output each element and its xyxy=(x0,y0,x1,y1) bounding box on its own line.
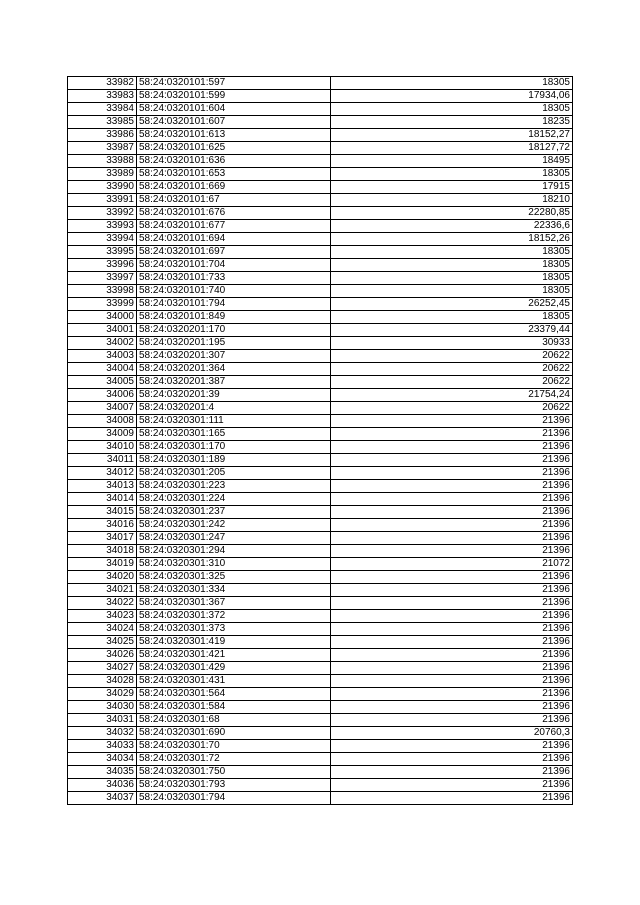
table-row xyxy=(68,675,573,688)
value-cell: 18127,72 xyxy=(331,142,573,155)
cadastral-number-cell: 58:24:0320301:794 xyxy=(137,792,331,805)
value-cell: 22336,6 xyxy=(331,220,573,233)
value-cell: 18305 xyxy=(331,246,573,259)
table-row xyxy=(68,194,573,207)
table-row xyxy=(68,142,573,155)
value-cell: 21396 xyxy=(331,506,573,519)
row-number-cell: 33983 xyxy=(68,90,137,103)
row-number-cell: 34037 xyxy=(68,792,137,805)
row-number-cell: 34034 xyxy=(68,753,137,766)
row-number-cell: 34024 xyxy=(68,623,137,636)
value-cell: 21396 xyxy=(331,740,573,753)
table-row xyxy=(68,168,573,181)
cadastral-number-cell: 58:24:0320201:39 xyxy=(137,389,331,402)
value-cell: 21396 xyxy=(331,701,573,714)
value-cell: 17915 xyxy=(331,181,573,194)
value-cell: 18305 xyxy=(331,259,573,272)
value-cell: 26252,45 xyxy=(331,298,573,311)
table-row xyxy=(68,701,573,714)
table-row xyxy=(68,636,573,649)
cadastral-number-cell: 58:24:0320301:70 xyxy=(137,740,331,753)
table-row xyxy=(68,571,573,584)
cadastral-number-cell: 58:24:0320101:67 xyxy=(137,194,331,207)
cadastral-number-cell: 58:24:0320301:429 xyxy=(137,662,331,675)
table-row xyxy=(68,649,573,662)
table-row xyxy=(68,688,573,701)
value-cell: 18305 xyxy=(331,103,573,116)
row-number-cell: 33986 xyxy=(68,129,137,142)
value-cell: 21396 xyxy=(331,519,573,532)
cadastral-number-cell: 58:24:0320301:690 xyxy=(137,727,331,740)
table-row xyxy=(68,220,573,233)
cadastral-table xyxy=(67,76,573,805)
table-row xyxy=(68,428,573,441)
cadastral-number-cell: 58:24:0320301:68 xyxy=(137,714,331,727)
row-number-cell: 33994 xyxy=(68,233,137,246)
cadastral-number-cell: 58:24:0320301:72 xyxy=(137,753,331,766)
row-number-cell: 34011 xyxy=(68,454,137,467)
value-cell: 21396 xyxy=(331,428,573,441)
cadastral-number-cell: 58:24:0320301:419 xyxy=(137,636,331,649)
row-number-cell: 34005 xyxy=(68,376,137,389)
cadastral-number-cell: 58:24:0320301:294 xyxy=(137,545,331,558)
table-row xyxy=(68,363,573,376)
cadastral-number-cell: 58:24:0320201:387 xyxy=(137,376,331,389)
table-row xyxy=(68,155,573,168)
value-cell: 21072 xyxy=(331,558,573,571)
cadastral-number-cell: 58:24:0320301:793 xyxy=(137,779,331,792)
table-row xyxy=(68,207,573,220)
cadastral-number-cell: 58:24:0320101:676 xyxy=(137,207,331,220)
table-row xyxy=(68,623,573,636)
cadastral-number-cell: 58:24:0320201:364 xyxy=(137,363,331,376)
value-cell: 21396 xyxy=(331,415,573,428)
row-number-cell: 34028 xyxy=(68,675,137,688)
cadastral-number-cell: 58:24:0320201:170 xyxy=(137,324,331,337)
table-row xyxy=(68,402,573,415)
row-number-cell: 34003 xyxy=(68,350,137,363)
value-cell: 22280,85 xyxy=(331,207,573,220)
value-cell: 21396 xyxy=(331,688,573,701)
cadastral-number-cell: 58:24:0320301:325 xyxy=(137,571,331,584)
row-number-cell: 33988 xyxy=(68,155,137,168)
row-number-cell: 34019 xyxy=(68,558,137,571)
table-row xyxy=(68,181,573,194)
value-cell: 18305 xyxy=(331,168,573,181)
value-cell: 18152,27 xyxy=(331,129,573,142)
table-row xyxy=(68,545,573,558)
row-number-cell: 33995 xyxy=(68,246,137,259)
cadastral-number-cell: 58:24:0320301:170 xyxy=(137,441,331,454)
table-row xyxy=(68,233,573,246)
cadastral-number-cell: 58:24:0320101:597 xyxy=(137,77,331,90)
value-cell: 18152,26 xyxy=(331,233,573,246)
table-row xyxy=(68,415,573,428)
table-row xyxy=(68,116,573,129)
row-number-cell: 34000 xyxy=(68,311,137,324)
row-number-cell: 34032 xyxy=(68,727,137,740)
table-row xyxy=(68,103,573,116)
row-number-cell: 34015 xyxy=(68,506,137,519)
cadastral-number-cell: 58:24:0320101:613 xyxy=(137,129,331,142)
cadastral-number-cell: 58:24:0320101:604 xyxy=(137,103,331,116)
value-cell: 18210 xyxy=(331,194,573,207)
value-cell: 20622 xyxy=(331,402,573,415)
row-number-cell: 33992 xyxy=(68,207,137,220)
cadastral-number-cell: 58:24:0320301:334 xyxy=(137,584,331,597)
row-number-cell: 33998 xyxy=(68,285,137,298)
row-number-cell: 33984 xyxy=(68,103,137,116)
cadastral-number-cell: 58:24:0320301:242 xyxy=(137,519,331,532)
row-number-cell: 34035 xyxy=(68,766,137,779)
value-cell: 21396 xyxy=(331,623,573,636)
row-number-cell: 33999 xyxy=(68,298,137,311)
value-cell: 21396 xyxy=(331,571,573,584)
table-row xyxy=(68,376,573,389)
table-row xyxy=(68,597,573,610)
table-row xyxy=(68,337,573,350)
cadastral-number-cell: 58:24:0320101:636 xyxy=(137,155,331,168)
value-cell: 21396 xyxy=(331,467,573,480)
value-cell: 21396 xyxy=(331,662,573,675)
cadastral-number-cell: 58:24:0320301:247 xyxy=(137,532,331,545)
value-cell: 18305 xyxy=(331,77,573,90)
table-row xyxy=(68,610,573,623)
value-cell: 21754,24 xyxy=(331,389,573,402)
value-cell: 18495 xyxy=(331,155,573,168)
row-number-cell: 33993 xyxy=(68,220,137,233)
table-row xyxy=(68,324,573,337)
table-row xyxy=(68,766,573,779)
cadastral-number-cell: 58:24:0320101:849 xyxy=(137,311,331,324)
value-cell: 18305 xyxy=(331,285,573,298)
table-row xyxy=(68,311,573,324)
table-row xyxy=(68,727,573,740)
value-cell: 20622 xyxy=(331,350,573,363)
cadastral-number-cell: 58:24:0320101:669 xyxy=(137,181,331,194)
table-row xyxy=(68,298,573,311)
value-cell: 21396 xyxy=(331,675,573,688)
row-number-cell: 34002 xyxy=(68,337,137,350)
row-number-cell: 34007 xyxy=(68,402,137,415)
value-cell: 20622 xyxy=(331,363,573,376)
cadastral-number-cell: 58:24:0320301:564 xyxy=(137,688,331,701)
row-number-cell: 34022 xyxy=(68,597,137,610)
table-row xyxy=(68,272,573,285)
table-row xyxy=(68,792,573,805)
table-row xyxy=(68,90,573,103)
table-row xyxy=(68,532,573,545)
cadastral-number-cell: 58:24:0320301:750 xyxy=(137,766,331,779)
row-number-cell: 34006 xyxy=(68,389,137,402)
cadastral-number-cell: 58:24:0320301:224 xyxy=(137,493,331,506)
cadastral-number-cell: 58:24:0320301:373 xyxy=(137,623,331,636)
row-number-cell: 34020 xyxy=(68,571,137,584)
cadastral-number-cell: 58:24:0320101:677 xyxy=(137,220,331,233)
value-cell: 21396 xyxy=(331,532,573,545)
cadastral-number-cell: 58:24:0320101:694 xyxy=(137,233,331,246)
row-number-cell: 34023 xyxy=(68,610,137,623)
value-cell: 21396 xyxy=(331,766,573,779)
row-number-cell: 34025 xyxy=(68,636,137,649)
row-number-cell: 34036 xyxy=(68,779,137,792)
value-cell: 21396 xyxy=(331,610,573,623)
table-row xyxy=(68,714,573,727)
table-row xyxy=(68,441,573,454)
cadastral-number-cell: 58:24:0320301:431 xyxy=(137,675,331,688)
table-row xyxy=(68,480,573,493)
row-number-cell: 34013 xyxy=(68,480,137,493)
value-cell: 23379,44 xyxy=(331,324,573,337)
table-row xyxy=(68,779,573,792)
cadastral-number-cell: 58:24:0320201:4 xyxy=(137,402,331,415)
row-number-cell: 34009 xyxy=(68,428,137,441)
cadastral-number-cell: 58:24:0320301:223 xyxy=(137,480,331,493)
row-number-cell: 34018 xyxy=(68,545,137,558)
value-cell: 21396 xyxy=(331,545,573,558)
value-cell: 21396 xyxy=(331,779,573,792)
row-number-cell: 33987 xyxy=(68,142,137,155)
value-cell: 21396 xyxy=(331,597,573,610)
value-cell: 17934,06 xyxy=(331,90,573,103)
cadastral-number-cell: 58:24:0320301:372 xyxy=(137,610,331,623)
cadastral-number-cell: 58:24:0320101:625 xyxy=(137,142,331,155)
row-number-cell: 33991 xyxy=(68,194,137,207)
cadastral-number-cell: 58:24:0320101:599 xyxy=(137,90,331,103)
table-row xyxy=(68,454,573,467)
value-cell: 18235 xyxy=(331,116,573,129)
table-row xyxy=(68,493,573,506)
cadastral-number-cell: 58:24:0320201:195 xyxy=(137,337,331,350)
table-row xyxy=(68,584,573,597)
row-number-cell: 33982 xyxy=(68,77,137,90)
value-cell: 20760,3 xyxy=(331,727,573,740)
row-number-cell: 34014 xyxy=(68,493,137,506)
value-cell: 20622 xyxy=(331,376,573,389)
cadastral-number-cell: 58:24:0320101:740 xyxy=(137,285,331,298)
table-row xyxy=(68,389,573,402)
table-row xyxy=(68,753,573,766)
cadastral-number-cell: 58:24:0320301:165 xyxy=(137,428,331,441)
row-number-cell: 33985 xyxy=(68,116,137,129)
cadastral-number-cell: 58:24:0320301:237 xyxy=(137,506,331,519)
value-cell: 21396 xyxy=(331,480,573,493)
cadastral-number-cell: 58:24:0320301:367 xyxy=(137,597,331,610)
cadastral-number-cell: 58:24:0320301:189 xyxy=(137,454,331,467)
row-number-cell: 34031 xyxy=(68,714,137,727)
table-row xyxy=(68,467,573,480)
value-cell: 18305 xyxy=(331,272,573,285)
table-row xyxy=(68,506,573,519)
row-number-cell: 34026 xyxy=(68,649,137,662)
row-number-cell: 34029 xyxy=(68,688,137,701)
table-row xyxy=(68,662,573,675)
table-row xyxy=(68,246,573,259)
value-cell: 21396 xyxy=(331,454,573,467)
cadastral-number-cell: 58:24:0320101:697 xyxy=(137,246,331,259)
value-cell: 21396 xyxy=(331,636,573,649)
row-number-cell: 34030 xyxy=(68,701,137,714)
value-cell: 21396 xyxy=(331,714,573,727)
row-number-cell: 34001 xyxy=(68,324,137,337)
row-number-cell: 34012 xyxy=(68,467,137,480)
row-number-cell: 34004 xyxy=(68,363,137,376)
value-cell: 30933 xyxy=(331,337,573,350)
value-cell: 21396 xyxy=(331,792,573,805)
cadastral-number-cell: 58:24:0320301:111 xyxy=(137,415,331,428)
table-row xyxy=(68,519,573,532)
row-number-cell: 33989 xyxy=(68,168,137,181)
cadastral-number-cell: 58:24:0320201:307 xyxy=(137,350,331,363)
table-row xyxy=(68,558,573,571)
value-cell: 21396 xyxy=(331,441,573,454)
table-row xyxy=(68,129,573,142)
row-number-cell: 34033 xyxy=(68,740,137,753)
row-number-cell: 33997 xyxy=(68,272,137,285)
cadastral-number-cell: 58:24:0320301:310 xyxy=(137,558,331,571)
cadastral-number-cell: 58:24:0320301:584 xyxy=(137,701,331,714)
table-row xyxy=(68,285,573,298)
value-cell: 21396 xyxy=(331,649,573,662)
table-body xyxy=(68,77,573,805)
cadastral-number-cell: 58:24:0320101:794 xyxy=(137,298,331,311)
row-number-cell: 34027 xyxy=(68,662,137,675)
row-number-cell: 34010 xyxy=(68,441,137,454)
table-row xyxy=(68,259,573,272)
cadastral-number-cell: 58:24:0320101:733 xyxy=(137,272,331,285)
row-number-cell: 34016 xyxy=(68,519,137,532)
row-number-cell: 34017 xyxy=(68,532,137,545)
table-row xyxy=(68,740,573,753)
table-row xyxy=(68,350,573,363)
cadastral-number-cell: 58:24:0320301:205 xyxy=(137,467,331,480)
value-cell: 21396 xyxy=(331,493,573,506)
value-cell: 21396 xyxy=(331,753,573,766)
table-row xyxy=(68,77,573,90)
value-cell: 21396 xyxy=(331,584,573,597)
cadastral-number-cell: 58:24:0320301:421 xyxy=(137,649,331,662)
cadastral-number-cell: 58:24:0320101:704 xyxy=(137,259,331,272)
row-number-cell: 34008 xyxy=(68,415,137,428)
value-cell: 18305 xyxy=(331,311,573,324)
cadastral-number-cell: 58:24:0320101:653 xyxy=(137,168,331,181)
cadastral-number-cell: 58:24:0320101:607 xyxy=(137,116,331,129)
row-number-cell: 33990 xyxy=(68,181,137,194)
row-number-cell: 33996 xyxy=(68,259,137,272)
row-number-cell: 34021 xyxy=(68,584,137,597)
